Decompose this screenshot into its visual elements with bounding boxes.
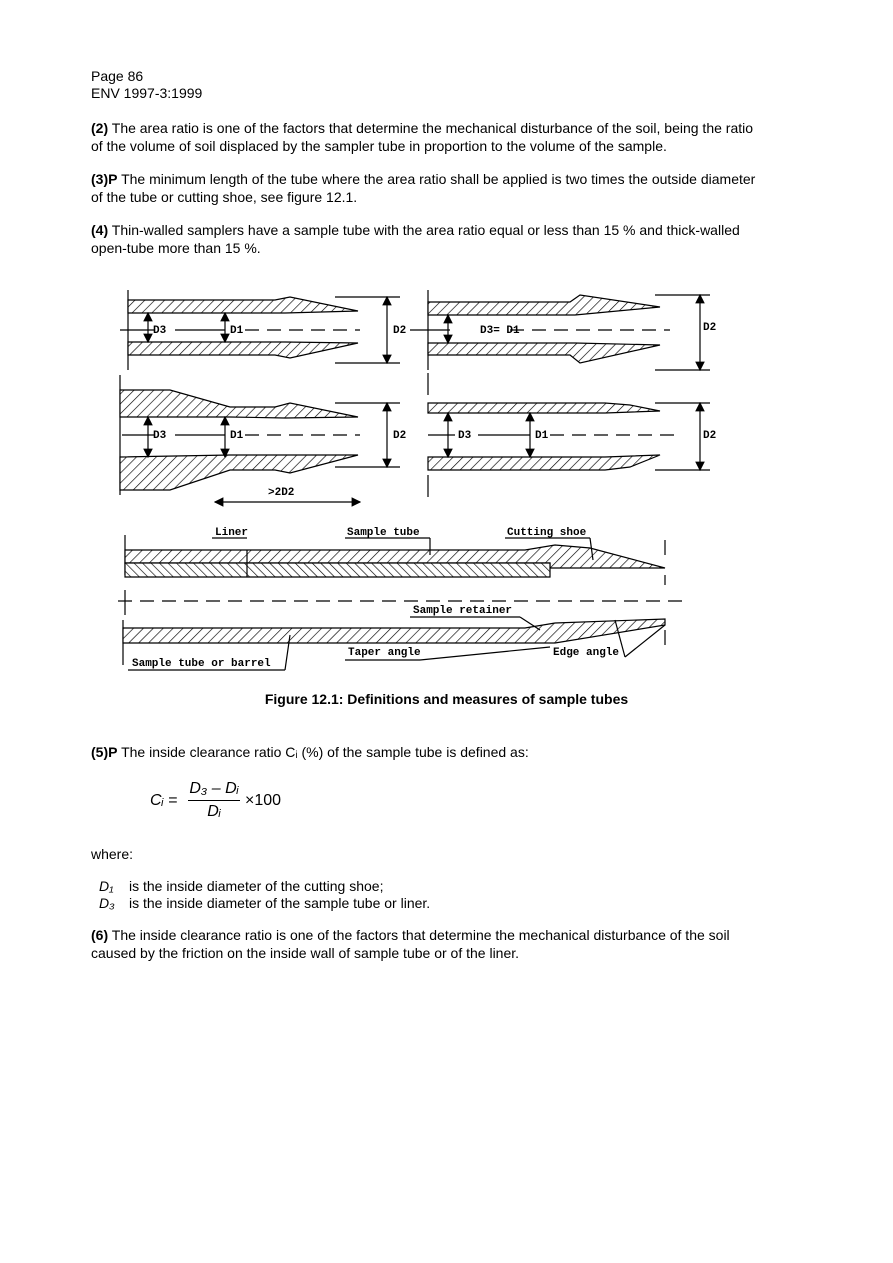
sample-tube-figure bbox=[110, 285, 717, 680]
label-length: >2D2 bbox=[268, 487, 295, 499]
label-d3: D3 bbox=[153, 430, 167, 442]
standard-id: ENV 1997-3:1999 bbox=[91, 85, 203, 101]
paragraph-number: (4) bbox=[91, 222, 109, 238]
where-label: where: bbox=[91, 846, 134, 862]
paragraph-5 bbox=[91, 743, 761, 761]
label-sample-retainer: Sample retainer bbox=[413, 605, 513, 617]
label-cutting-shoe: Cutting shoe bbox=[507, 527, 587, 539]
label-d2: D2 bbox=[393, 325, 407, 337]
label-d2: D2 bbox=[703, 322, 717, 334]
where-text: is the inside diameter of the sample tube or liner. bbox=[129, 895, 431, 911]
paragraph-text: The inside clearance ratio Cᵢ (%) of the sample tube is defined as: bbox=[117, 744, 529, 760]
label-sample-tube-or-barrel: Sample tube or barrel bbox=[132, 658, 271, 670]
where-symbol: D₁ bbox=[99, 878, 114, 894]
label-d3: D3 bbox=[458, 430, 472, 442]
label-d3: D3 bbox=[153, 325, 167, 337]
label-liner: Liner bbox=[215, 527, 249, 539]
paragraph-3 bbox=[91, 170, 761, 206]
paragraph-2 bbox=[91, 119, 761, 155]
paragraph-4 bbox=[91, 221, 761, 257]
label-taper-angle: Taper angle bbox=[348, 647, 421, 659]
label-sample-tube: Sample tube bbox=[347, 527, 420, 539]
paragraph-text: The area ratio is one of the factors that determine the mechanical disturbance of the soil, being the ratio of the volume of soil displaced by the sampler tube in proportion to the volume of the sample. bbox=[91, 120, 754, 154]
clearance-equation bbox=[150, 780, 450, 830]
label-d1: D1 bbox=[535, 430, 549, 442]
where-text: is the inside diameter of the cutting shoe; bbox=[129, 878, 384, 894]
label-d1: D1 bbox=[230, 325, 244, 337]
label-d1: D1 bbox=[230, 430, 244, 442]
paragraph-6 bbox=[91, 926, 761, 962]
paragraph-number: (5)P bbox=[91, 744, 118, 760]
paragraph-text: Thin-walled samplers have a sample tube with the area ratio equal or less than 15 % and thick-walled open-tube more than 15 %. bbox=[91, 222, 740, 256]
equation-fraction bbox=[188, 780, 240, 821]
label-edge-angle: Edge angle bbox=[553, 647, 620, 659]
equation-lhs: Cᵢ = bbox=[150, 792, 178, 809]
equation-numerator: D₃ – Dᵢ bbox=[188, 780, 240, 801]
equation-denominator: Dᵢ bbox=[207, 803, 221, 820]
label-d2: D2 bbox=[393, 430, 407, 442]
paragraph-number: (6) bbox=[91, 927, 109, 943]
where-item bbox=[99, 894, 430, 912]
where-symbol: D₃ bbox=[99, 895, 115, 911]
paragraph-number: (2) bbox=[91, 120, 109, 136]
equation-factor: ×100 bbox=[245, 792, 282, 809]
label-d3-eq-d1: D3= D1 bbox=[480, 325, 520, 337]
page-number: Page 86 bbox=[91, 68, 144, 84]
where-item bbox=[99, 877, 383, 895]
label-d2: D2 bbox=[703, 430, 717, 442]
paragraph-number: (3)P bbox=[91, 171, 118, 187]
paragraph-text: The minimum length of the tube where the area ratio shall be applied is two times the outside diameter of the tube or cutting shoe, see figure 12.1. bbox=[91, 171, 756, 205]
paragraph-text: The inside clearance ratio is one of the factors that determine the mechanical disturbance of the soil caused by the friction on the inside wall of sample tube or of the liner. bbox=[91, 927, 730, 961]
diagram-thin-wall-b bbox=[410, 290, 710, 370]
figure-caption: Figure 12.1: Definitions and measures of sample tubes bbox=[264, 691, 629, 707]
